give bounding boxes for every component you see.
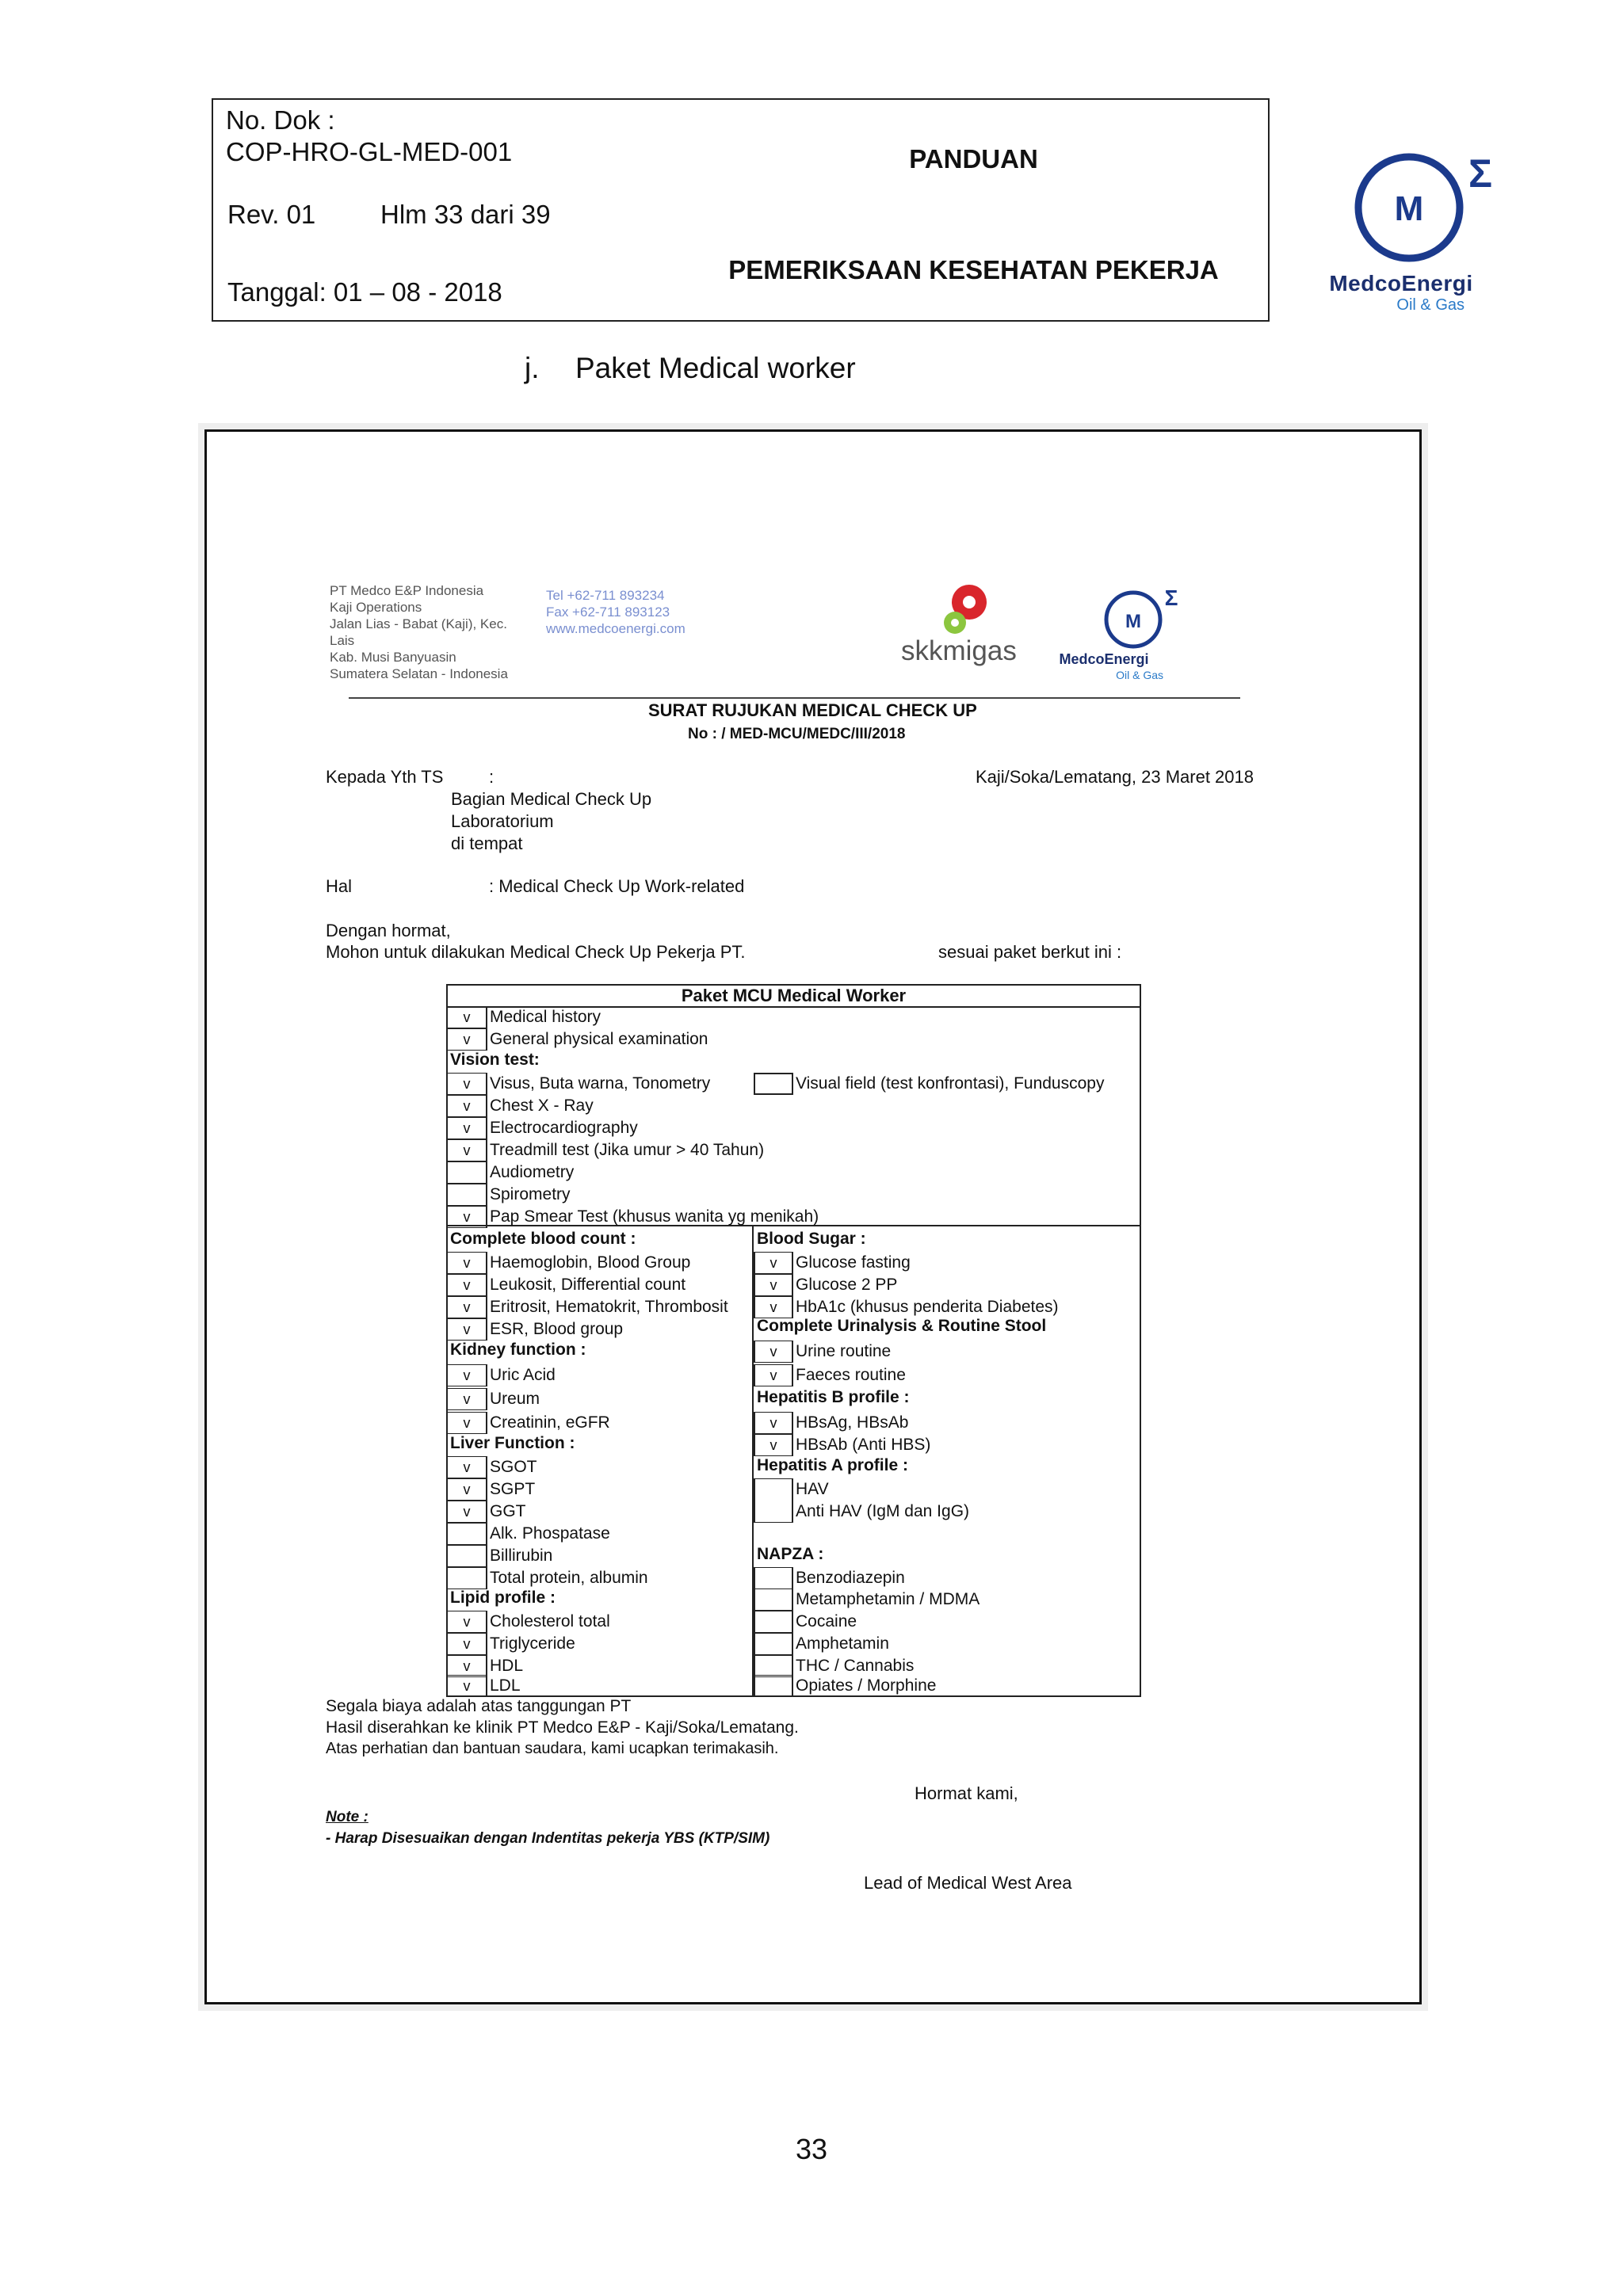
checkbox[interactable]: v	[448, 1675, 487, 1697]
checklist-row	[448, 1139, 764, 1161]
checkbox[interactable]	[754, 1589, 793, 1611]
doc-number-cell	[213, 100, 678, 166]
item-label: Cocaine	[796, 1612, 857, 1630]
checkbox[interactable]	[754, 1567, 793, 1589]
footer-line: Hasil diserahkan ke klinik PT Medco E&P - Kaji/Soka/Lematang.	[326, 1718, 799, 1737]
doc-number-label: No. Dok :	[226, 105, 335, 135]
checkbox[interactable]: v	[448, 1456, 487, 1478]
date-cell	[213, 263, 678, 322]
checklist-row	[448, 1274, 685, 1296]
item-label: Triglyceride	[490, 1634, 575, 1653]
checklist-row	[754, 1073, 1104, 1095]
recipient-line: Laboratorium	[451, 811, 554, 831]
checklist-row	[448, 1073, 710, 1095]
checkbox[interactable]: v	[448, 1095, 487, 1117]
checkbox[interactable]	[754, 1501, 793, 1523]
checklist-row	[754, 1434, 930, 1456]
item-label: HBsAb (Anti HBS)	[796, 1436, 931, 1454]
address-line: Kaji Operations	[330, 600, 422, 615]
doc-number-value: COP-HRO-GL-MED-001	[226, 137, 513, 166]
checkbox[interactable]: v	[448, 1296, 487, 1318]
address-line: Kab. Musi Banyuasin	[330, 650, 456, 665]
item-label: LDL	[490, 1676, 521, 1695]
group-heading: Lipid profile :	[450, 1589, 556, 1607]
checkbox[interactable]: v	[448, 1252, 487, 1274]
item-label: Haemoglobin, Blood Group	[490, 1253, 691, 1272]
medcoenergi-logo-subtext: Oil & Gas	[1396, 296, 1465, 314]
letter-number: No : / MED-MCU/MEDC/III/2018	[688, 726, 906, 742]
item-label: HBsAg, HBsAb	[796, 1413, 909, 1432]
checkbox[interactable]: v	[754, 1412, 793, 1434]
checkbox[interactable]: v	[448, 1501, 487, 1523]
item-label: HbA1c (khusus penderita Diabetes)	[796, 1298, 1059, 1316]
item-label: Pap Smear Test (khusus wanita yg menikah)	[490, 1207, 819, 1226]
item-label: Uric Acid	[490, 1366, 556, 1384]
checklist-row	[448, 1206, 819, 1228]
checklist-row	[448, 1364, 556, 1386]
checkbox[interactable]: v	[448, 1655, 487, 1677]
checklist-row	[448, 1501, 526, 1523]
letter-title: SURAT RUJUKAN MEDICAL CHECK UP	[648, 700, 977, 720]
doc-date: Tanggal: 01 – 08 - 2018	[227, 277, 502, 307]
skkmigas-logo-text: skkmigas	[901, 635, 1017, 666]
group-heading: Hepatitis B profile :	[757, 1388, 910, 1406]
checklist-row	[754, 1274, 897, 1296]
checklist-row	[448, 1567, 648, 1589]
item-label: HAV	[796, 1480, 829, 1498]
item-label: Urine routine	[796, 1342, 892, 1360]
revision: Rev. 01	[227, 200, 316, 229]
checkbox[interactable]: v	[754, 1341, 793, 1363]
item-label: ESR, Blood group	[490, 1320, 624, 1338]
checklist-row	[448, 1095, 594, 1117]
checklist-row	[448, 1412, 610, 1434]
note-text: - Harap Disesuaikan dengan Indentitas pekerja YBS (KTP/SIM)	[326, 1830, 770, 1847]
svg-text:Σ: Σ	[1468, 151, 1493, 196]
checklist-row	[448, 1456, 537, 1478]
subject-value: : Medical Check Up Work-related	[489, 876, 745, 896]
note-label: Note :	[326, 1809, 369, 1825]
contact-line: Fax +62-711 893123	[546, 605, 670, 620]
checklist-row	[448, 1478, 535, 1501]
checkbox[interactable]: v	[448, 1139, 487, 1161]
medcoenergi-small-logo-subtext: Oil & Gas	[1116, 669, 1163, 681]
group-heading: Complete Urinalysis & Routine Stool	[757, 1317, 1047, 1335]
checkbox[interactable]: v	[448, 1206, 487, 1228]
checkbox[interactable]	[754, 1478, 793, 1501]
item-label: Visual field (test konfrontasi), Funduscopy	[796, 1074, 1105, 1093]
checkbox[interactable]: v	[448, 1028, 487, 1051]
checklist-row	[448, 1117, 638, 1139]
footer-line: Segala biaya adalah atas tanggungan PT	[326, 1697, 632, 1715]
checklist-row	[448, 1028, 708, 1051]
checklist-row	[754, 1364, 906, 1386]
checkbox[interactable]: v	[754, 1252, 793, 1274]
checkbox[interactable]: v	[754, 1274, 793, 1296]
checklist-row	[754, 1611, 857, 1633]
section-label: j.	[525, 352, 540, 384]
checklist-row	[448, 1006, 601, 1028]
item-label: Leukosit, Differential count	[490, 1276, 686, 1294]
recipient-line: di tempat	[451, 833, 523, 853]
group-heading: Liver Function :	[450, 1434, 575, 1452]
item-label: Benzodiazepin	[796, 1569, 905, 1587]
checklist-row	[448, 1161, 574, 1184]
item-label: Opiates / Morphine	[796, 1676, 937, 1695]
checklist-row	[448, 1296, 728, 1318]
checklist-row	[754, 1252, 911, 1274]
checklist-row	[754, 1567, 905, 1589]
checkbox[interactable]	[448, 1184, 487, 1206]
checklist-row	[448, 1318, 623, 1341]
checkbox[interactable]	[754, 1675, 793, 1697]
checkbox[interactable]	[754, 1611, 793, 1633]
checkbox[interactable]: v	[754, 1296, 793, 1318]
contact-line: www.medcoenergi.com	[546, 621, 685, 636]
item-label: Ureum	[490, 1390, 540, 1408]
address-line: PT Medco E&P Indonesia	[330, 583, 484, 598]
checkbox[interactable]: v	[448, 1633, 487, 1655]
page-count: Hlm 33 dari 39	[380, 200, 551, 229]
item-label: Visus, Buta warna, Tonometry	[490, 1074, 711, 1093]
checkbox[interactable]: v	[448, 1318, 487, 1341]
group-heading: Complete blood count :	[450, 1230, 636, 1248]
item-label: HDL	[490, 1657, 524, 1675]
closing-greeting: Hormat kami,	[915, 1783, 1018, 1803]
recipient-colon: :	[489, 767, 495, 787]
item-label: Eritrosit, Hematokrit, Thrombosit	[490, 1298, 728, 1316]
checkbox[interactable]	[448, 1545, 487, 1567]
document-header-table	[212, 98, 1270, 322]
item-label: Anti HAV (IgM dan IgG)	[796, 1502, 970, 1520]
checklist-row	[754, 1633, 889, 1655]
item-label: Electrocardiography	[490, 1119, 638, 1137]
checklist-row	[448, 1655, 523, 1677]
section-title	[525, 352, 856, 385]
checklist-row	[448, 1611, 610, 1633]
checkbox[interactable]	[448, 1161, 487, 1184]
checkbox[interactable]	[448, 1523, 487, 1545]
contact-line: Tel +62-711 893234	[546, 588, 665, 603]
revision-cell	[213, 166, 366, 263]
item-label: Alk. Phospatase	[490, 1524, 610, 1543]
medcoenergi-small-logo-text: MedcoEnergi	[1059, 651, 1149, 667]
item-label: GGT	[490, 1502, 526, 1520]
checklist-row	[448, 1523, 610, 1545]
checklist-row	[754, 1478, 829, 1501]
address-line: Jalan Lias - Babat (Kaji), Kec.	[330, 616, 507, 631]
checkbox[interactable]	[448, 1567, 487, 1589]
checkbox[interactable]: v	[448, 1274, 487, 1296]
item-label: Medical history	[490, 1008, 601, 1026]
medcoenergi-logo-text: MedcoEnergi	[1329, 271, 1473, 296]
doc-type-cell	[678, 100, 1270, 218]
letterhead-divider	[349, 697, 1240, 699]
package-title: Paket MCU Medical Worker	[448, 986, 1140, 1008]
svg-text:M: M	[1394, 189, 1424, 228]
greeting: Dengan hormat,	[326, 921, 451, 940]
doc-title: PEMERIKSAAN KESEHATAN PEKERJA	[728, 254, 1219, 284]
item-label: Faeces routine	[796, 1366, 906, 1384]
checklist-row	[448, 1675, 521, 1697]
recipient-line: Bagian Medical Check Up	[451, 789, 652, 809]
item-label: Spirometry	[490, 1185, 571, 1203]
address-line: Sumatera Selatan - Indonesia	[330, 666, 508, 681]
checkbox[interactable]: v	[448, 1478, 487, 1501]
checklist-row	[754, 1655, 914, 1677]
checkbox[interactable]: v	[448, 1611, 487, 1633]
item-label: Cholesterol total	[490, 1612, 610, 1630]
checkbox[interactable]: v	[754, 1364, 793, 1386]
footer-line: Atas perhatian dan bantuan saudara, kami ucapkan terimakasih.	[326, 1740, 779, 1757]
signer-title: Lead of Medical West Area	[864, 1873, 1072, 1893]
group-heading: Vision test:	[450, 1051, 540, 1069]
svg-text:M: M	[1125, 611, 1141, 632]
checklist-row	[448, 1545, 552, 1567]
doc-title-cell	[678, 218, 1270, 322]
checkbox[interactable]: v	[448, 1006, 487, 1028]
checklist-row	[754, 1675, 936, 1697]
item-label: Treadmill test (Jika umur > 40 Tahun)	[490, 1141, 765, 1159]
page-count-cell	[366, 166, 678, 263]
group-heading: Hepatitis A profile :	[757, 1456, 908, 1474]
item-label: Audiometry	[490, 1163, 575, 1181]
subject-label: Hal	[326, 876, 353, 896]
item-label: Total protein, albumin	[490, 1569, 648, 1587]
group-heading: Kidney function :	[450, 1341, 586, 1359]
section-title-text: Paket Medical worker	[575, 352, 856, 384]
address-line: Lais	[330, 633, 355, 648]
checkbox[interactable]: v	[448, 1412, 487, 1434]
recipient-label: Kepada Yth TS	[326, 767, 444, 787]
checkbox[interactable]	[754, 1633, 793, 1655]
checklist-row	[754, 1412, 908, 1434]
checkbox[interactable]: v	[754, 1434, 793, 1456]
checklist-row	[754, 1589, 980, 1611]
checkbox[interactable]: v	[448, 1364, 487, 1386]
request-text: Mohon untuk dilakukan Medical Check Up Pekerja PT.	[326, 942, 746, 962]
checkbox[interactable]: v	[448, 1073, 487, 1095]
item-label: Amphetamin	[796, 1634, 889, 1653]
group-heading: NAPZA :	[757, 1545, 824, 1563]
group-heading: Blood Sugar :	[757, 1230, 866, 1248]
item-label: SGOT	[490, 1458, 537, 1476]
item-label: Billirubin	[490, 1547, 553, 1565]
checklist-row	[754, 1296, 1059, 1318]
item-label: THC / Cannabis	[796, 1657, 915, 1675]
letter-date-place: Kaji/Soka/Lematang, 23 Maret 2018	[976, 767, 1254, 787]
checklist-row	[448, 1388, 540, 1410]
checklist-row	[754, 1501, 969, 1523]
item-label: Glucose 2 PP	[796, 1276, 898, 1294]
checklist-row	[448, 1252, 690, 1274]
svg-text:Σ: Σ	[1164, 586, 1178, 610]
checkbox[interactable]	[754, 1073, 793, 1095]
item-label: General physical examination	[490, 1030, 708, 1048]
checklist-row	[754, 1341, 891, 1363]
item-label: Chest X - Ray	[490, 1097, 594, 1115]
request-tail: sesuai paket berkut ini :	[938, 942, 1122, 962]
checkbox[interactable]: v	[448, 1117, 487, 1139]
page-number: 33	[796, 2133, 828, 2165]
company-contact	[546, 587, 685, 637]
item-label: SGPT	[490, 1480, 536, 1498]
item-label: Glucose fasting	[796, 1253, 911, 1272]
doc-type: PANDUAN	[909, 143, 1038, 174]
checklist-row	[448, 1184, 571, 1206]
checkbox[interactable]: v	[448, 1388, 487, 1410]
item-label: Metamphetamin / MDMA	[796, 1590, 980, 1608]
item-label: Creatinin, eGFR	[490, 1413, 610, 1432]
checkbox[interactable]	[754, 1655, 793, 1677]
company-address	[330, 582, 520, 682]
checklist-row	[448, 1633, 575, 1655]
